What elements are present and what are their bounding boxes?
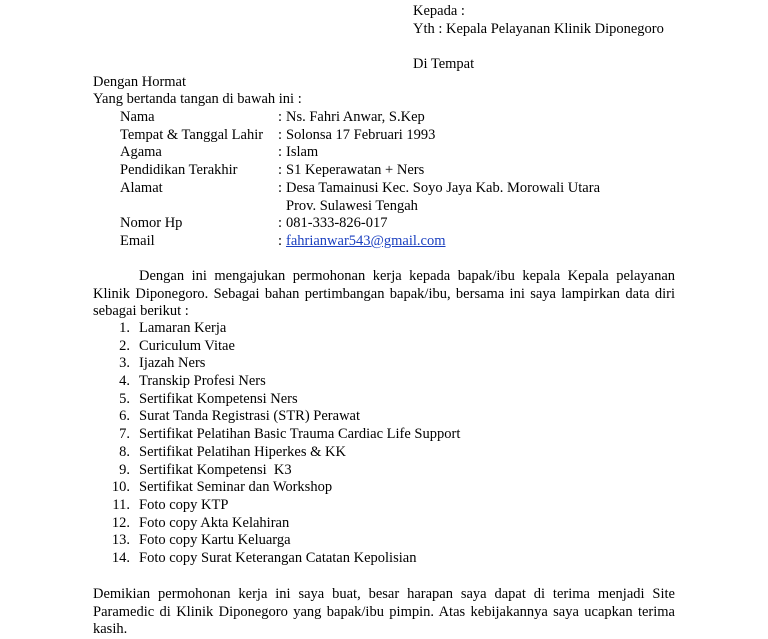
field-value: Islam (286, 144, 319, 160)
list-number: 13. (111, 532, 130, 549)
field-label: Pendidikan Terakhir (120, 162, 238, 178)
field-row-alamat-cont (120, 198, 680, 216)
field-label: Alamat (120, 180, 163, 196)
list-number: 6. (119, 408, 130, 425)
intro-line: Yang bertanda tangan di bawah ini : (93, 91, 302, 107)
list-number: 4. (119, 373, 130, 390)
field-colon: : (278, 127, 283, 143)
list-number: 1. (119, 320, 130, 336)
list-text: Transkip Profesi Ners (139, 373, 266, 390)
salutation: Dengan Hormat (93, 74, 187, 90)
field-row-nama (120, 109, 680, 127)
list-number: 11. (112, 496, 130, 513)
email-link[interactable]: fahrianwar543@gmail.com (286, 233, 446, 249)
field-label: Agama (120, 144, 162, 160)
field-label: Tempat & Tanggal Lahir (120, 127, 264, 143)
field-label: Nama (120, 109, 155, 125)
field-colon: : (278, 144, 283, 160)
field-row-alamat (120, 180, 680, 198)
list-text: Foto copy Kartu Keluarga (139, 532, 291, 549)
list-text: Lamaran Kerja (139, 320, 227, 336)
list-number: 10. (111, 479, 130, 496)
field-value-continued: Prov. Sulawesi Tengah (286, 198, 418, 214)
body-paragraph-text: Dengan ini mengajukan permohonan kerja kepada bapak/ibu kepala Kepala pelayanan Klinik Diponegoro. Sebagai bahan pertimbangan bapak/ibu, bersama ini saya lampirkan data diri sebagai berikut : (93, 268, 675, 320)
field-row-pendidikan (120, 162, 680, 180)
place-line: Di Tempat (413, 56, 475, 72)
list-text: Surat Tanda Registrasi (STR) Perawat (139, 408, 361, 425)
field-row-ttl (120, 127, 680, 145)
list-number: 2. (119, 337, 130, 354)
field-colon: : (278, 162, 283, 178)
field-colon: : (278, 109, 283, 125)
list-number: 8. (119, 443, 130, 460)
recipient-line: Yth : Kepala Pelayanan Klinik Diponegoro (413, 21, 664, 37)
list-number: 5. (119, 390, 130, 407)
body-paragraph (93, 268, 675, 321)
field-value: Desa Tamainusi Kec. Soyo Jaya Kab. Morowali Utara (286, 180, 601, 196)
list-text: Sertifikat Pelatihan Basic Trauma Cardiac Life Support (139, 426, 461, 443)
list-number: 3. (119, 355, 130, 372)
field-colon: : (278, 233, 283, 249)
field-row-agama (120, 144, 680, 162)
list-number: 7. (119, 426, 130, 443)
field-value: Solonsa 17 Februari 1993 (286, 127, 436, 143)
list-number: 12. (111, 514, 130, 531)
list-text: Sertifikat Kompetensi Ners (139, 390, 298, 407)
field-row-nomor-hp (120, 215, 680, 233)
list-text: Foto copy KTP (139, 496, 229, 513)
field-value: Ns. Fahri Anwar, S.Kep (286, 109, 425, 125)
list-text: Sertifikat Pelatihan Hiperkes & KK (139, 443, 346, 460)
list-text: Foto copy Akta Kelahiran (139, 514, 290, 531)
field-label: Email (120, 233, 155, 249)
list-text: Foto copy Surat Keterangan Catatan Kepolisian (139, 549, 417, 566)
list-text: Curiculum Vitae (139, 337, 235, 354)
list-number: 14. (111, 549, 130, 566)
list-text: Sertifikat Kompetensi K3 (139, 461, 292, 478)
field-colon: : (278, 215, 283, 231)
list-text: Sertifikat Seminar dan Workshop (139, 479, 333, 496)
field-colon: : (278, 180, 283, 196)
kepada-label: Kepada : (413, 3, 465, 19)
closing-paragraph: Demikian permohonan kerja ini saya buat, besar harapan saya dapat di terima menjadi Site Paramedic di Klinik Diponegoro yang bapak/ibu pimpin. Atas kebijakannya saya ucapkan terima kasih. (93, 586, 675, 638)
list-number: 9. (119, 461, 130, 478)
field-value: S1 Keperawatan + Ners (286, 162, 425, 178)
field-row-email (120, 233, 680, 251)
field-label: Nomor Hp (120, 215, 183, 231)
field-value: 081-333-826-017 (286, 215, 388, 231)
list-text: Ijazah Ners (139, 355, 206, 372)
